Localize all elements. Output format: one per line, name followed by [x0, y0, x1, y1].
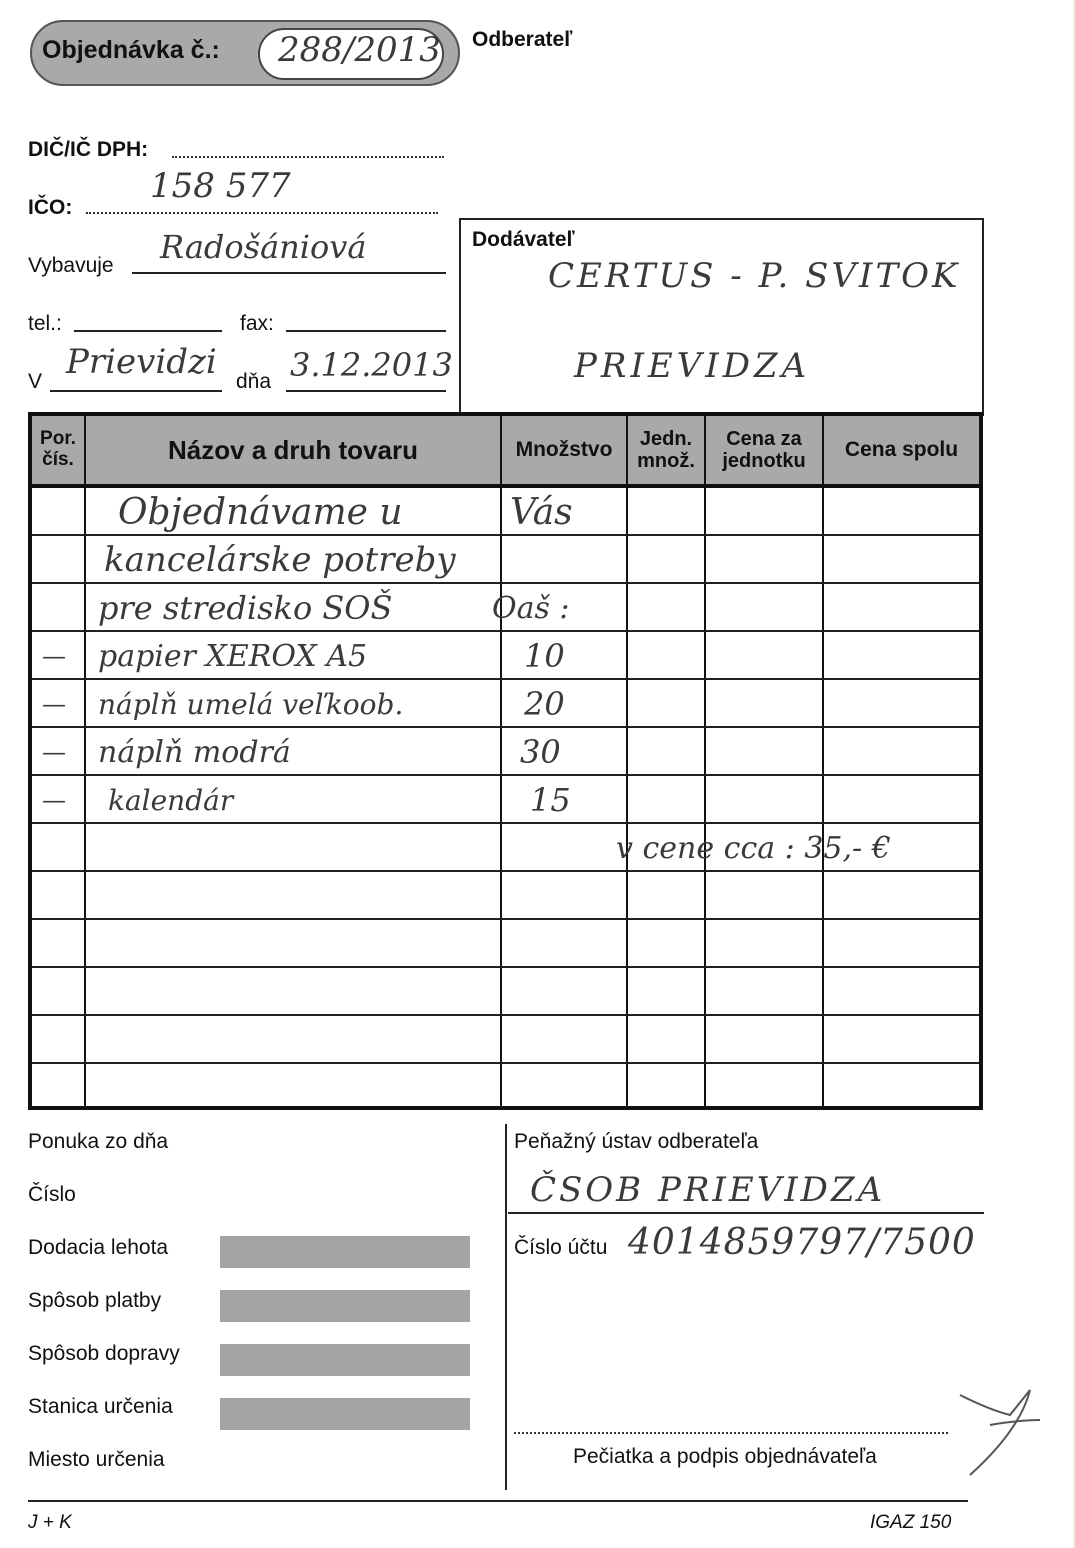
left-code: J + K: [28, 1512, 72, 1533]
col-header-name: Názov a druh tovaru: [168, 434, 418, 465]
right-code: IGAZ 150: [870, 1512, 952, 1533]
row-2-name[interactable]: kancelárske potreby: [104, 540, 456, 580]
row-divider: [32, 966, 979, 968]
items-table: [28, 412, 983, 1110]
row-divider: [32, 1014, 979, 1016]
col-header-unit-price: Cena za jednotku: [722, 428, 806, 472]
tel-field[interactable]: [74, 310, 222, 332]
col-header-qty: Množstvo: [515, 438, 613, 462]
order-label: Objednávka č.:: [42, 36, 220, 64]
row-3-name[interactable]: pre stredisko SOŠ: [98, 589, 393, 627]
destination-station-label: Stanica určenia: [28, 1395, 173, 1418]
delivery-term-label: Dodacia lehota: [28, 1236, 169, 1259]
col-divider: [626, 416, 628, 1106]
payment-method-label: Spôsob platby: [28, 1289, 162, 1312]
number-label: Číslo: [28, 1183, 76, 1206]
price-note: v cene cca : 35,- €: [616, 830, 891, 866]
payment-method-field[interactable]: [220, 1290, 470, 1322]
row-6-por[interactable]: —: [42, 738, 66, 766]
row-divider: [32, 918, 979, 920]
bank-label: Peňažný ústav odberateľa: [514, 1130, 759, 1153]
footer-divider: [505, 1124, 507, 1490]
supplier-line1: CERTUS - P. SVITOK: [548, 256, 961, 296]
fax-field[interactable]: [286, 310, 446, 332]
handled-by-label: Vybavuje: [28, 254, 114, 277]
date-label: dňa: [236, 370, 272, 393]
row-1-qty[interactable]: Vás: [510, 491, 573, 533]
bank-value: ČSOB PRIEVIDZA: [530, 1170, 886, 1210]
row-5-name[interactable]: náplň umelá veľkoob.: [98, 687, 404, 721]
row-4-name[interactable]: papier XEROX A5: [98, 638, 368, 674]
signature-mark: [950, 1380, 1050, 1480]
fax-label: fax:: [240, 312, 274, 335]
row-6-name[interactable]: náplň modrá: [98, 734, 291, 770]
offer-date-label: Ponuka zo dňa: [28, 1130, 169, 1153]
transport-method-label: Spôsob dopravy: [28, 1342, 180, 1365]
col-header-total: Cena spolu: [844, 438, 959, 462]
col-header-unit: Jedn. množ.: [637, 428, 695, 472]
bank-underline: [508, 1212, 984, 1214]
destination-station-field[interactable]: [220, 1398, 470, 1430]
delivery-term-field[interactable]: [220, 1236, 470, 1268]
row-divider: [32, 1062, 979, 1064]
row-5-por[interactable]: —: [42, 690, 66, 718]
dic-field[interactable]: [172, 140, 444, 158]
col-divider: [500, 416, 502, 1106]
handled-by-value: Radošániová: [160, 228, 367, 266]
row-1-name[interactable]: Objednávame u: [118, 491, 403, 533]
stamp-signature-label: Pečiatka a podpis objednávateľa: [573, 1445, 877, 1468]
in-value: Prievidzi: [66, 342, 217, 382]
tel-label: tel.:: [28, 312, 62, 335]
row-7-por[interactable]: —: [42, 786, 66, 814]
row-3-qty[interactable]: Oaš :: [492, 590, 570, 626]
row-4-qty[interactable]: 10: [524, 637, 565, 675]
destination-place-label: Miesto určenia: [28, 1448, 165, 1471]
in-label: V: [28, 370, 43, 393]
supplier-label: Dodávateľ: [472, 228, 575, 251]
bottom-rule: [28, 1500, 968, 1502]
row-5-qty[interactable]: 20: [524, 685, 565, 723]
transport-method-field[interactable]: [220, 1344, 470, 1376]
supplier-line2: PRIEVIDZA: [574, 346, 811, 386]
dic-label: DIČ/IČ DPH:: [28, 138, 149, 161]
row-7-qty[interactable]: 15: [530, 781, 571, 819]
account-label: Číslo účtu: [514, 1236, 608, 1259]
col-divider: [704, 416, 706, 1106]
col-divider: [822, 416, 824, 1106]
row-7-name[interactable]: kalendár: [108, 783, 234, 817]
account-value: 4014859797/7500: [628, 1222, 976, 1263]
ico-value: 158 577: [150, 166, 291, 206]
signature-line: [514, 1424, 948, 1434]
col-divider: [84, 416, 86, 1106]
ico-label: IČO:: [28, 196, 73, 219]
date-value: 3.12.2013: [290, 346, 453, 384]
buyer-label: Odberateľ: [472, 28, 573, 51]
order-number: 288/2013: [278, 30, 441, 70]
col-header-por: Por. čís.: [40, 428, 76, 470]
row-4-por[interactable]: —: [42, 642, 66, 670]
row-6-qty[interactable]: 30: [520, 733, 561, 771]
